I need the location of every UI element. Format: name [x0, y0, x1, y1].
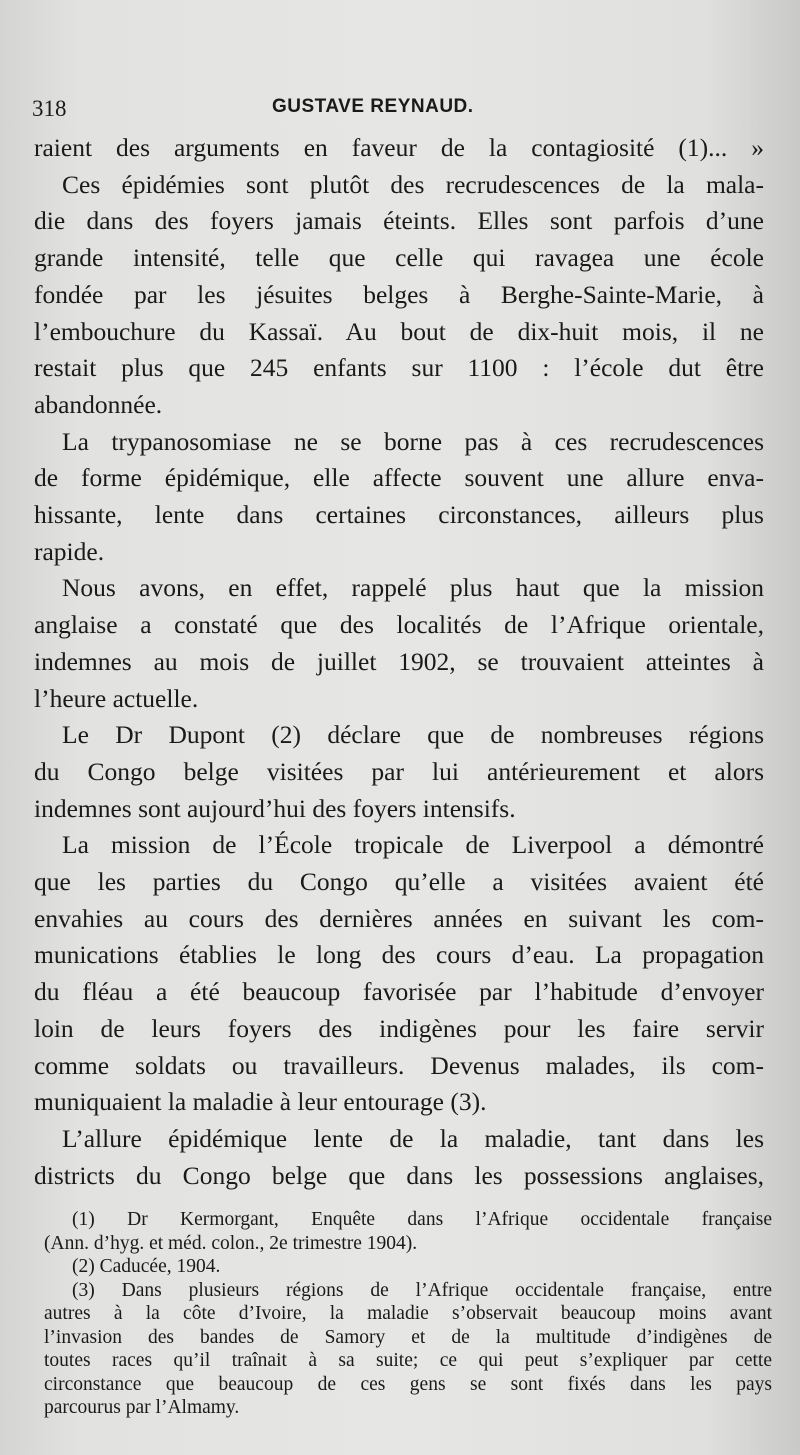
text-line: Ces épidémies sont plutôt des recrudescences de la mala-: [62, 169, 764, 199]
text-line: grande intensité, telle que celle qui ravagea une école: [34, 243, 764, 273]
text-line: abandonnée.: [34, 389, 163, 419]
footnotes: [44, 1208, 772, 1420]
text-line: La mission de l’École tropicale de Liverpool a démontré: [62, 830, 764, 860]
text-line: muniquaient la maladie à leur entourage (3).: [34, 1087, 487, 1117]
text-line: rapide.: [34, 536, 105, 566]
text-line: du Congo belge visitées par lui antérieurement et alors: [34, 756, 764, 786]
text-line: Le Dr Dupont (2) déclare que de nombreuses régions: [62, 720, 764, 750]
text-line: comme soldats ou travailleurs. Devenus malades, ils com-: [34, 1050, 764, 1080]
text-line: loin de leurs foyers des indigènes pour les faire servir: [34, 1013, 764, 1043]
footnote-line: (1) Dr Kermorgant, Enquête dans l’Afrique occidentale française: [72, 1209, 772, 1230]
text-line: munications établies le long des cours d’eau. La propagation: [34, 940, 764, 970]
text-line: indemnes sont aujourd’hui des foyers intensifs.: [34, 793, 516, 823]
footnote-line: l’invasion des bandes de Samory et de la multitude d’indigènes de: [44, 1326, 772, 1348]
running-head: GUSTAVE REYNAUD.: [272, 96, 474, 117]
text-line: hissante, lente dans certaines circonstances, ailleurs plus: [34, 500, 764, 530]
footnote-line: circonstance que beaucoup de ces gens se sont fixés dans les pays: [44, 1373, 772, 1395]
text-line: L’allure épidémique lente de la maladie, tant dans les: [62, 1123, 764, 1153]
text-line: Nous avons, en effet, rappelé plus haut que la mission: [62, 573, 764, 603]
body-text: [34, 130, 764, 1194]
footnote-line: (3) Dans plusieurs régions de l’Afrique occidentale française, entre: [72, 1279, 772, 1301]
footnote-line: (2) Caducée, 1904.: [72, 1256, 221, 1277]
text-line: restait plus que 245 enfants sur 1100 : l’école dut être: [34, 353, 764, 383]
text-line: La trypanosomiase ne se borne pas à ces recrudescences: [62, 426, 764, 456]
text-line: die dans des foyers jamais éteints. Elles sont parfois d’une: [34, 206, 764, 236]
footnote-line: parcourus par l’Almamy.: [44, 1397, 240, 1418]
footnote-line: autres à la côte d’Ivoire, la maladie s’observait beaucoup moins avant: [44, 1303, 772, 1324]
page-header: [32, 96, 772, 128]
text-line: que les parties du Congo qu’elle a visitées avaient été: [34, 867, 764, 897]
text-line: anglaise a constaté que des localités de l’Afrique orientale,: [34, 610, 764, 640]
text-line: l’embouchure du Kassaï. Au bout de dix-huit mois, il ne: [34, 316, 764, 346]
page-number: 318: [32, 96, 67, 121]
text-line: fondée par les jésuites belges à Berghe-Sainte-Marie, à: [34, 279, 764, 309]
text-line: du fléau a été beaucoup favorisée par l’habitude d’envoyer: [34, 977, 764, 1007]
text-line: districts du Congo belge que dans les possessions anglaises,: [34, 1160, 764, 1190]
footnote-line: toutes races qu’il traînait à sa suite; ce qui peut s’expliquer par cette: [44, 1350, 772, 1371]
text-line: raient des arguments en faveur de la contagiosité (1)... »: [34, 133, 764, 162]
text-line: indemnes au mois de juillet 1902, se trouvaient atteintes à: [34, 646, 764, 676]
text-line: envahies au cours des dernières années en suivant les com-: [34, 903, 764, 933]
text-line: l’heure actuelle.: [34, 683, 199, 713]
text-line: de forme épidémique, elle affecte souvent une allure enva-: [34, 463, 764, 493]
footnote-line: (Ann. d’hyg. et méd. colon., 2e trimestre 1904).: [44, 1232, 418, 1254]
